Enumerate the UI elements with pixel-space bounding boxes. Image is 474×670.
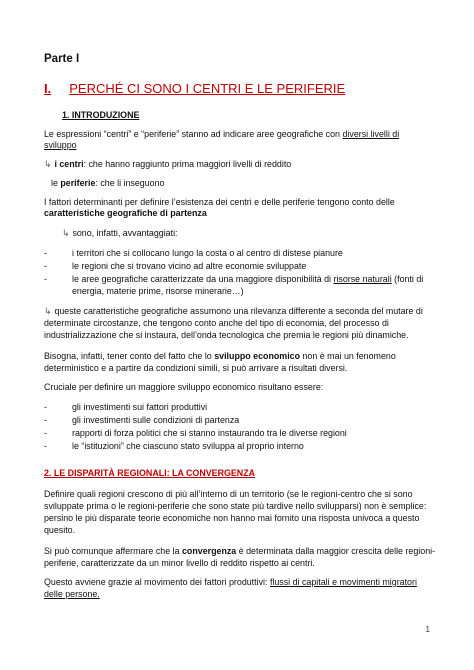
paragraph-line: sviluppate prima o le regioni-periferie che sono state più tardive nello svilupparsi) non è semplice: bbox=[44, 501, 427, 511]
list-item: - le regioni che si trovano vicino ad altre economie sviluppate bbox=[44, 261, 307, 271]
section-heading-convergenza: 2. LE DISPARITÀ REGIONALI: LA CONVERGENZA bbox=[44, 468, 256, 478]
paragraph-line: quesito. bbox=[44, 525, 76, 535]
list-item: - rapporti di forza politici che si stanno instaurando tra le diverse regioni bbox=[44, 428, 347, 438]
paragraph-line: Questo avviene grazie al movimento dei fattori produttivi: flussi di capitali e movimenti migratori bbox=[44, 577, 417, 587]
paragraph-line: Bisogna, infatti, tener conto del fatto che lo sviluppo economico non è mai un fenomeno bbox=[44, 351, 396, 361]
list-item: - le “istituzioni” che ciascuno stato sviluppa al proprio interno bbox=[44, 441, 304, 451]
paragraph-line: I fattori determinanti per definire l’esistenza dei centri e delle periferie tengono conto delle bbox=[44, 197, 395, 207]
paragraph-line: persino le più disparate teorie economiche non hanno mai fornito una risposta univoca a questo bbox=[44, 513, 420, 523]
paragraph-line: caratteristiche geografiche di partenza bbox=[44, 208, 207, 218]
paragraph-line: Definire quali regioni crescono di più all’interno di un territorio (se le regioni-centro che si sono bbox=[44, 489, 413, 499]
page-number: 1 bbox=[425, 625, 430, 634]
paragraph-line: Si può comunque affermare che la convergenza è determinata dalla maggior crescita delle regioni- bbox=[44, 546, 436, 556]
paragraph-line: deterministico e a partire da condizioni simili, si può arrivare a risultati diversi. bbox=[44, 363, 348, 373]
definition-periferie: le periferie: che li inseguono bbox=[51, 178, 165, 188]
paragraph-line: Cruciale per definire un maggiore sviluppo economico risultano essere: bbox=[44, 382, 324, 392]
definition-centri: ↳ i centri: che hanno raggiunto prima maggiori livelli di reddito bbox=[44, 159, 292, 169]
list-item: - gli investimenti sui fattori produttivi bbox=[44, 402, 208, 412]
chapter-heading bbox=[44, 83, 345, 94]
list-item: - i territori che si collocano lungo la costa o al centro di distese pianure bbox=[44, 248, 343, 258]
advantages-intro: ↳ sono, infatti, avvantaggiati: bbox=[62, 228, 178, 238]
arrow-icon: ↳ bbox=[44, 159, 52, 169]
chapter-title: PERCHÉ CI SONO I CENTRI E LE PERIFERIE bbox=[69, 81, 346, 96]
list-item: - le aree geografiche caratterizzate da una maggiore disponibilità di risorse naturali (fonti di bbox=[44, 274, 424, 284]
paragraph-line: sviluppo bbox=[44, 140, 77, 150]
list-item: - gli investimenti sulle condizioni di partenza bbox=[44, 415, 240, 425]
section-heading-introduzione: 1. INTRODUZIONE bbox=[62, 110, 140, 120]
paragraph-line: periferie, caratterizzate da un minor livello di reddito rispetto ai centri. bbox=[44, 558, 315, 568]
paragraph-line: delle persone. bbox=[44, 589, 100, 599]
part-label: Parte I bbox=[44, 53, 80, 65]
arrow-icon: ↳ bbox=[44, 306, 52, 316]
list-item-continuation: energia, materie prime, risorse minerarie…) bbox=[72, 286, 244, 296]
paragraph-line: industrializzazione che si instaura, dell’onda tecnologica che premia le regioni più dinamiche. bbox=[44, 330, 409, 340]
paragraph-line: ↳ queste caratteristiche geografiche assumono una rilevanza differente a seconda del mutare di bbox=[44, 306, 423, 316]
paragraph-line: Le espressioni “centri” e “periferie” stanno ad indicare aree geografiche con diversi livelli di bbox=[44, 129, 400, 139]
arrow-icon: ↳ bbox=[62, 228, 70, 238]
paragraph-line: determinate circostanze, che tengono conto anche del tipo di economia, del processo di bbox=[44, 318, 389, 328]
chapter-number: I. bbox=[44, 81, 52, 96]
